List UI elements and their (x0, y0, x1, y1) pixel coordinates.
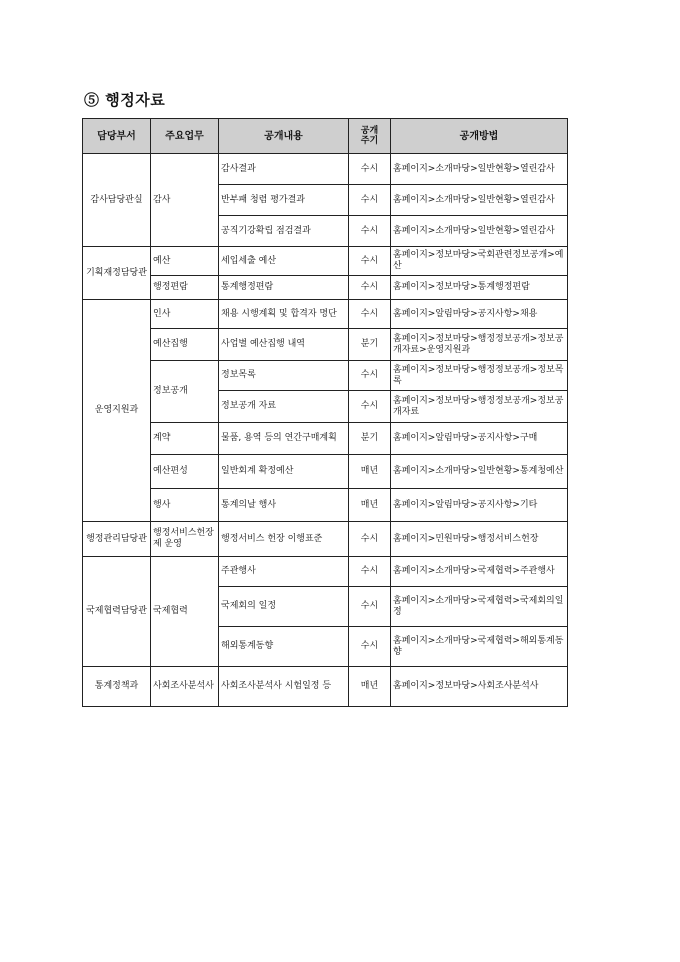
table-row (83, 154, 568, 185)
table-row (83, 423, 568, 455)
method-cell: 홈페이지>소개마당>일반현황>열린감사 (391, 216, 568, 247)
section-title: ⑤ 행정자료 (84, 91, 166, 109)
table-row (83, 300, 568, 329)
table-row (83, 489, 568, 522)
method-cell: 홈페이지>소개마당>일반현황>열린감사 (391, 185, 568, 216)
table-header-row (83, 119, 568, 154)
content-cell: 감사결과 (219, 154, 349, 185)
task-cell: 감사 (151, 154, 219, 247)
content-cell: 세입세출 예산 (219, 247, 349, 276)
method-cell: 홈페이지>정보마당>행정정보공개>정보공개자료>운영지원과 (391, 329, 568, 361)
cycle-cell: 매년 (349, 489, 391, 522)
header-method: 공개방법 (391, 119, 568, 154)
method-cell: 홈페이지>민원마당>행정서비스헌장 (391, 522, 568, 557)
content-cell: 정보공개 자료 (219, 391, 349, 423)
header-cycle: 공개 주기 (349, 119, 391, 154)
dept-cell: 국제협력담당관 (83, 557, 151, 667)
table-row (83, 361, 568, 391)
task-cell: 행정편람 (151, 276, 219, 300)
content-cell: 통계의날 행사 (219, 489, 349, 522)
method-cell: 홈페이지>소개마당>국제협력>국제회의일정 (391, 587, 568, 627)
dept-cell: 기획재정담당관 (83, 247, 151, 300)
cycle-cell: 매년 (349, 667, 391, 707)
table-row (83, 667, 568, 707)
task-cell: 행사 (151, 489, 219, 522)
table-row (83, 329, 568, 361)
cycle-cell: 수시 (349, 522, 391, 557)
content-cell: 공직기강확립 점검결과 (219, 216, 349, 247)
header-task: 주요업무 (151, 119, 219, 154)
content-cell: 물품, 용역 등의 연간구매계획 (219, 423, 349, 455)
table-row (83, 522, 568, 557)
table-row (83, 276, 568, 300)
dept-cell: 행정관리담당관 (83, 522, 151, 557)
method-cell: 홈페이지>소개마당>국제협력>해외통계동향 (391, 627, 568, 667)
method-cell: 홈페이지>정보마당>국회관련정보공개>예산 (391, 247, 568, 276)
cycle-cell: 수시 (349, 154, 391, 185)
method-cell: 홈페이지>알림마당>공지사항>채용 (391, 300, 568, 329)
content-cell: 반부패 청렴 평가결과 (219, 185, 349, 216)
method-cell: 홈페이지>알림마당>공지사항>구매 (391, 423, 568, 455)
cycle-cell: 수시 (349, 300, 391, 329)
method-cell: 홈페이지>정보마당>행정정보공개>정보공개자료 (391, 391, 568, 423)
method-cell: 홈페이지>소개마당>일반현황>열린감사 (391, 154, 568, 185)
method-cell: 홈페이지>소개마당>국제협력>주관행사 (391, 557, 568, 587)
task-cell: 예산집행 (151, 329, 219, 361)
content-cell: 채용 시행계획 및 합격자 명단 (219, 300, 349, 329)
cycle-cell: 수시 (349, 185, 391, 216)
content-cell: 사업별 예산집행 내역 (219, 329, 349, 361)
method-cell: 홈페이지>정보마당>통계행정편람 (391, 276, 568, 300)
content-cell: 사회조사분석사 시험일정 등 (219, 667, 349, 707)
cycle-cell: 분기 (349, 423, 391, 455)
cycle-cell: 수시 (349, 627, 391, 667)
content-cell: 일반회계 확정예산 (219, 455, 349, 489)
cycle-cell: 매년 (349, 455, 391, 489)
method-cell: 홈페이지>알림마당>공지사항>기타 (391, 489, 568, 522)
task-cell: 인사 (151, 300, 219, 329)
method-cell: 홈페이지>소개마당>일반현황>통계청예산 (391, 455, 568, 489)
header-dept: 담당부서 (83, 119, 151, 154)
dept-cell: 통계정책과 (83, 667, 151, 707)
task-cell: 예산 (151, 247, 219, 276)
dept-cell: 운영지원과 (83, 300, 151, 522)
content-cell: 통계행정편람 (219, 276, 349, 300)
table-row (83, 557, 568, 587)
cycle-cell: 수시 (349, 391, 391, 423)
task-cell: 행정서비스헌장제 운영 (151, 522, 219, 557)
table-row (83, 247, 568, 276)
task-cell: 국제협력 (151, 557, 219, 667)
task-cell: 정보공개 (151, 361, 219, 423)
task-cell: 예산편성 (151, 455, 219, 489)
cycle-cell: 수시 (349, 247, 391, 276)
cycle-cell: 수시 (349, 361, 391, 391)
task-cell: 사회조사분석사 (151, 667, 219, 707)
cycle-cell: 수시 (349, 276, 391, 300)
content-cell: 주관행사 (219, 557, 349, 587)
content-cell: 행정서비스 헌장 이행표준 (219, 522, 349, 557)
dept-cell: 감사담당관실 (83, 154, 151, 247)
table-row (83, 455, 568, 489)
admin-data-table (82, 118, 568, 707)
cycle-cell: 수시 (349, 557, 391, 587)
cycle-cell: 수시 (349, 216, 391, 247)
cycle-cell: 분기 (349, 329, 391, 361)
content-cell: 국제회의 일정 (219, 587, 349, 627)
method-cell: 홈페이지>정보마당>행정정보공개>정보목록 (391, 361, 568, 391)
content-cell: 정보목록 (219, 361, 349, 391)
content-cell: 해외통계동향 (219, 627, 349, 667)
task-cell: 계약 (151, 423, 219, 455)
method-cell: 홈페이지>정보마당>사회조사분석사 (391, 667, 568, 707)
header-content: 공개내용 (219, 119, 349, 154)
cycle-cell: 수시 (349, 587, 391, 627)
